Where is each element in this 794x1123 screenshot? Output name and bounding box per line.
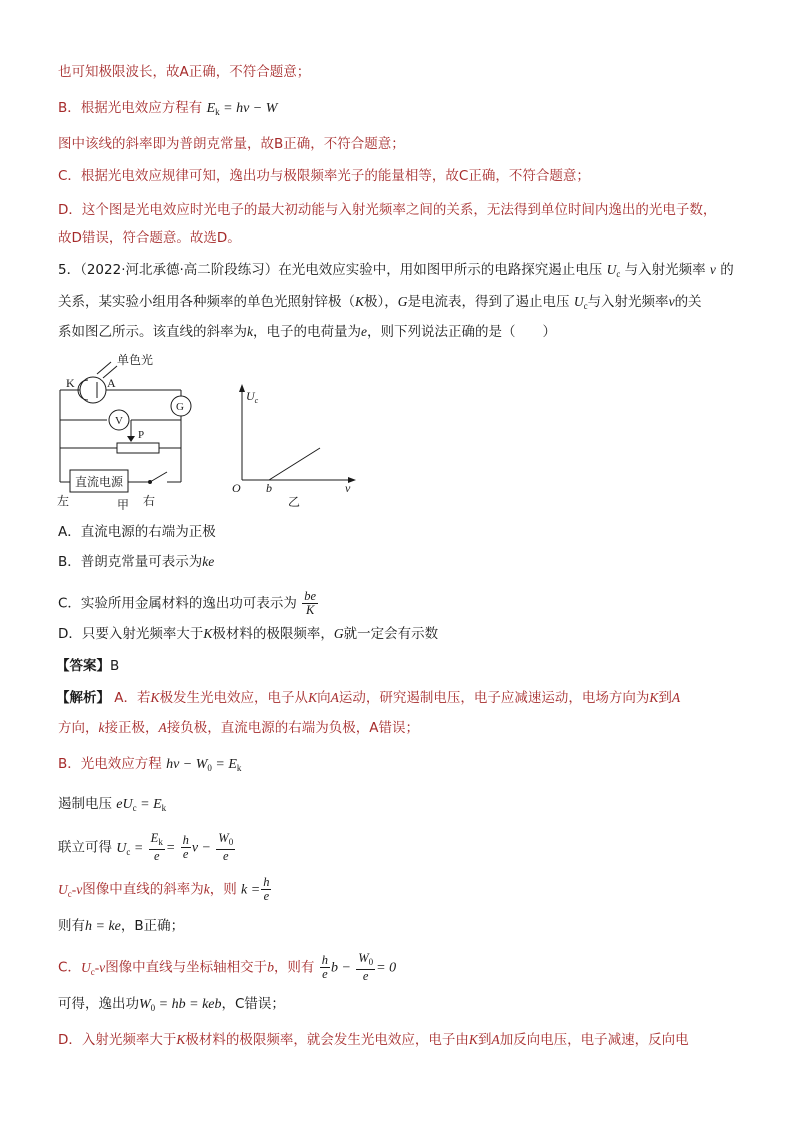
rheostat	[117, 443, 159, 453]
equation: $h\nu - W_0 = E_k$	[166, 757, 242, 773]
option-B: B．普朗克常量可表示为ke	[58, 554, 215, 570]
analysis-line: 方向，k接正极，A接负极，直流电源的右端为负极，A错误；	[58, 720, 419, 736]
analysis-line: 【解析】 A．若K极发生光电效应，电子从K向A运动，研究遏制电压，电子应减速运动，电场方向为K到A	[56, 690, 681, 706]
question-line: 系如图乙所示。该直线的斜率为k，电子的电荷量为e，则下列说法正确的是（ ）	[58, 324, 556, 340]
analysis-line: 可得，逸出功$W_0$ = hb = keb，C错误；	[58, 996, 285, 1013]
slider-arrow	[127, 436, 135, 442]
option-D: D．只要入射光频率大于K极材料的极限频率，G就一定会有示数	[58, 626, 439, 642]
graph-line	[269, 448, 320, 480]
equation: $eU_c = E_k$	[116, 797, 167, 813]
axis-origin: O	[232, 481, 241, 495]
text-line: D．这个图是光电效应时光电子的最大初动能与入射光频率之间的关系，无法得到单位时间内逸出的光电子数，	[58, 202, 717, 218]
label-left: 左	[57, 494, 70, 508]
answer-line: 【答案】B	[56, 658, 120, 674]
label-G: G	[176, 401, 184, 413]
text-line: B．根据光电效应方程有 $E_k = h\nu - W$	[58, 100, 278, 117]
circuit-diagram	[55, 350, 215, 510]
analysis-line: 联立可得 $U_c$ = $\frac{E_k}{e}$ = $\frac{h}{e}$ ν − $\frac{W_0}{e}$	[58, 831, 234, 863]
caption-jia: 甲	[117, 498, 130, 510]
text-line: C．根据光电效应规律可知，逸出功与极限频率光子的能量相等，故C正确，不符合题意；	[58, 168, 590, 184]
caption-yi: 乙	[288, 495, 301, 509]
switch-blade	[150, 472, 167, 482]
question-line: 关系，某实验小组用各种频率的单色光照射锌极（K极），G是电流表，得到了遏止电压 $U_c$与入射光频率ν的关	[58, 294, 702, 311]
analysis-line: 遏制电压 $eU_c = E_k$	[58, 796, 167, 813]
equation: $E_k = h\nu - W$	[206, 101, 278, 117]
label-P: P	[138, 429, 145, 441]
text-line: 图中该线的斜率即为普朗克常量，故B正确，不符合题意；	[58, 136, 405, 152]
label-light: 单色光	[117, 353, 154, 367]
label-source: 直流电源	[75, 475, 124, 489]
axis-v: v	[345, 481, 351, 495]
label-right: 右	[143, 494, 156, 508]
option-C: C．实验所用金属材料的逸出功可表示为 $\frac{be}{K}$	[58, 589, 317, 617]
equation: $U_c$ =	[116, 840, 144, 857]
label-V: V	[115, 415, 123, 427]
analysis-line: B．光电效应方程 $h\nu - W_0 = E_k$	[58, 756, 242, 773]
analysis-line: 则有h = ke，B正确；	[58, 918, 185, 934]
option-A: A．直流电源的右端为正极	[58, 524, 216, 540]
axis-b: b	[266, 481, 272, 495]
uc-v-graph	[228, 380, 363, 510]
analysis-line: $U_c-\nu$图像中直线的斜率为k，则 k = $\frac{h}{e}$	[58, 875, 270, 903]
question-line: 5．（2022·河北承德·高二阶段练习）在光电效应实验中，用如图甲所示的电路探究遏止电压 $U_c$ 与入射光频率 ν 的	[58, 262, 734, 279]
label-K: K	[66, 376, 75, 390]
text-line: 故D错误，符合题意。故选D。	[58, 230, 241, 246]
label-A: A	[107, 376, 116, 390]
axis-label-Uc: $U_c$	[246, 389, 259, 405]
light-arrow	[97, 362, 111, 374]
analysis-line: C．$U_c-\nu$图像中直线与坐标轴相交于b，则有 $\frac{h}{e}$ b − $\frac{W_0}{e}$ = 0	[58, 951, 397, 983]
text-line: 也可知极限波长，故A正确，不符合题意；	[58, 64, 311, 80]
analysis-line: D．入射光频率大于K极材料的极限频率，就会发生光电效应，电子由K到A加反向电压，电子减速，反向电	[58, 1032, 689, 1048]
